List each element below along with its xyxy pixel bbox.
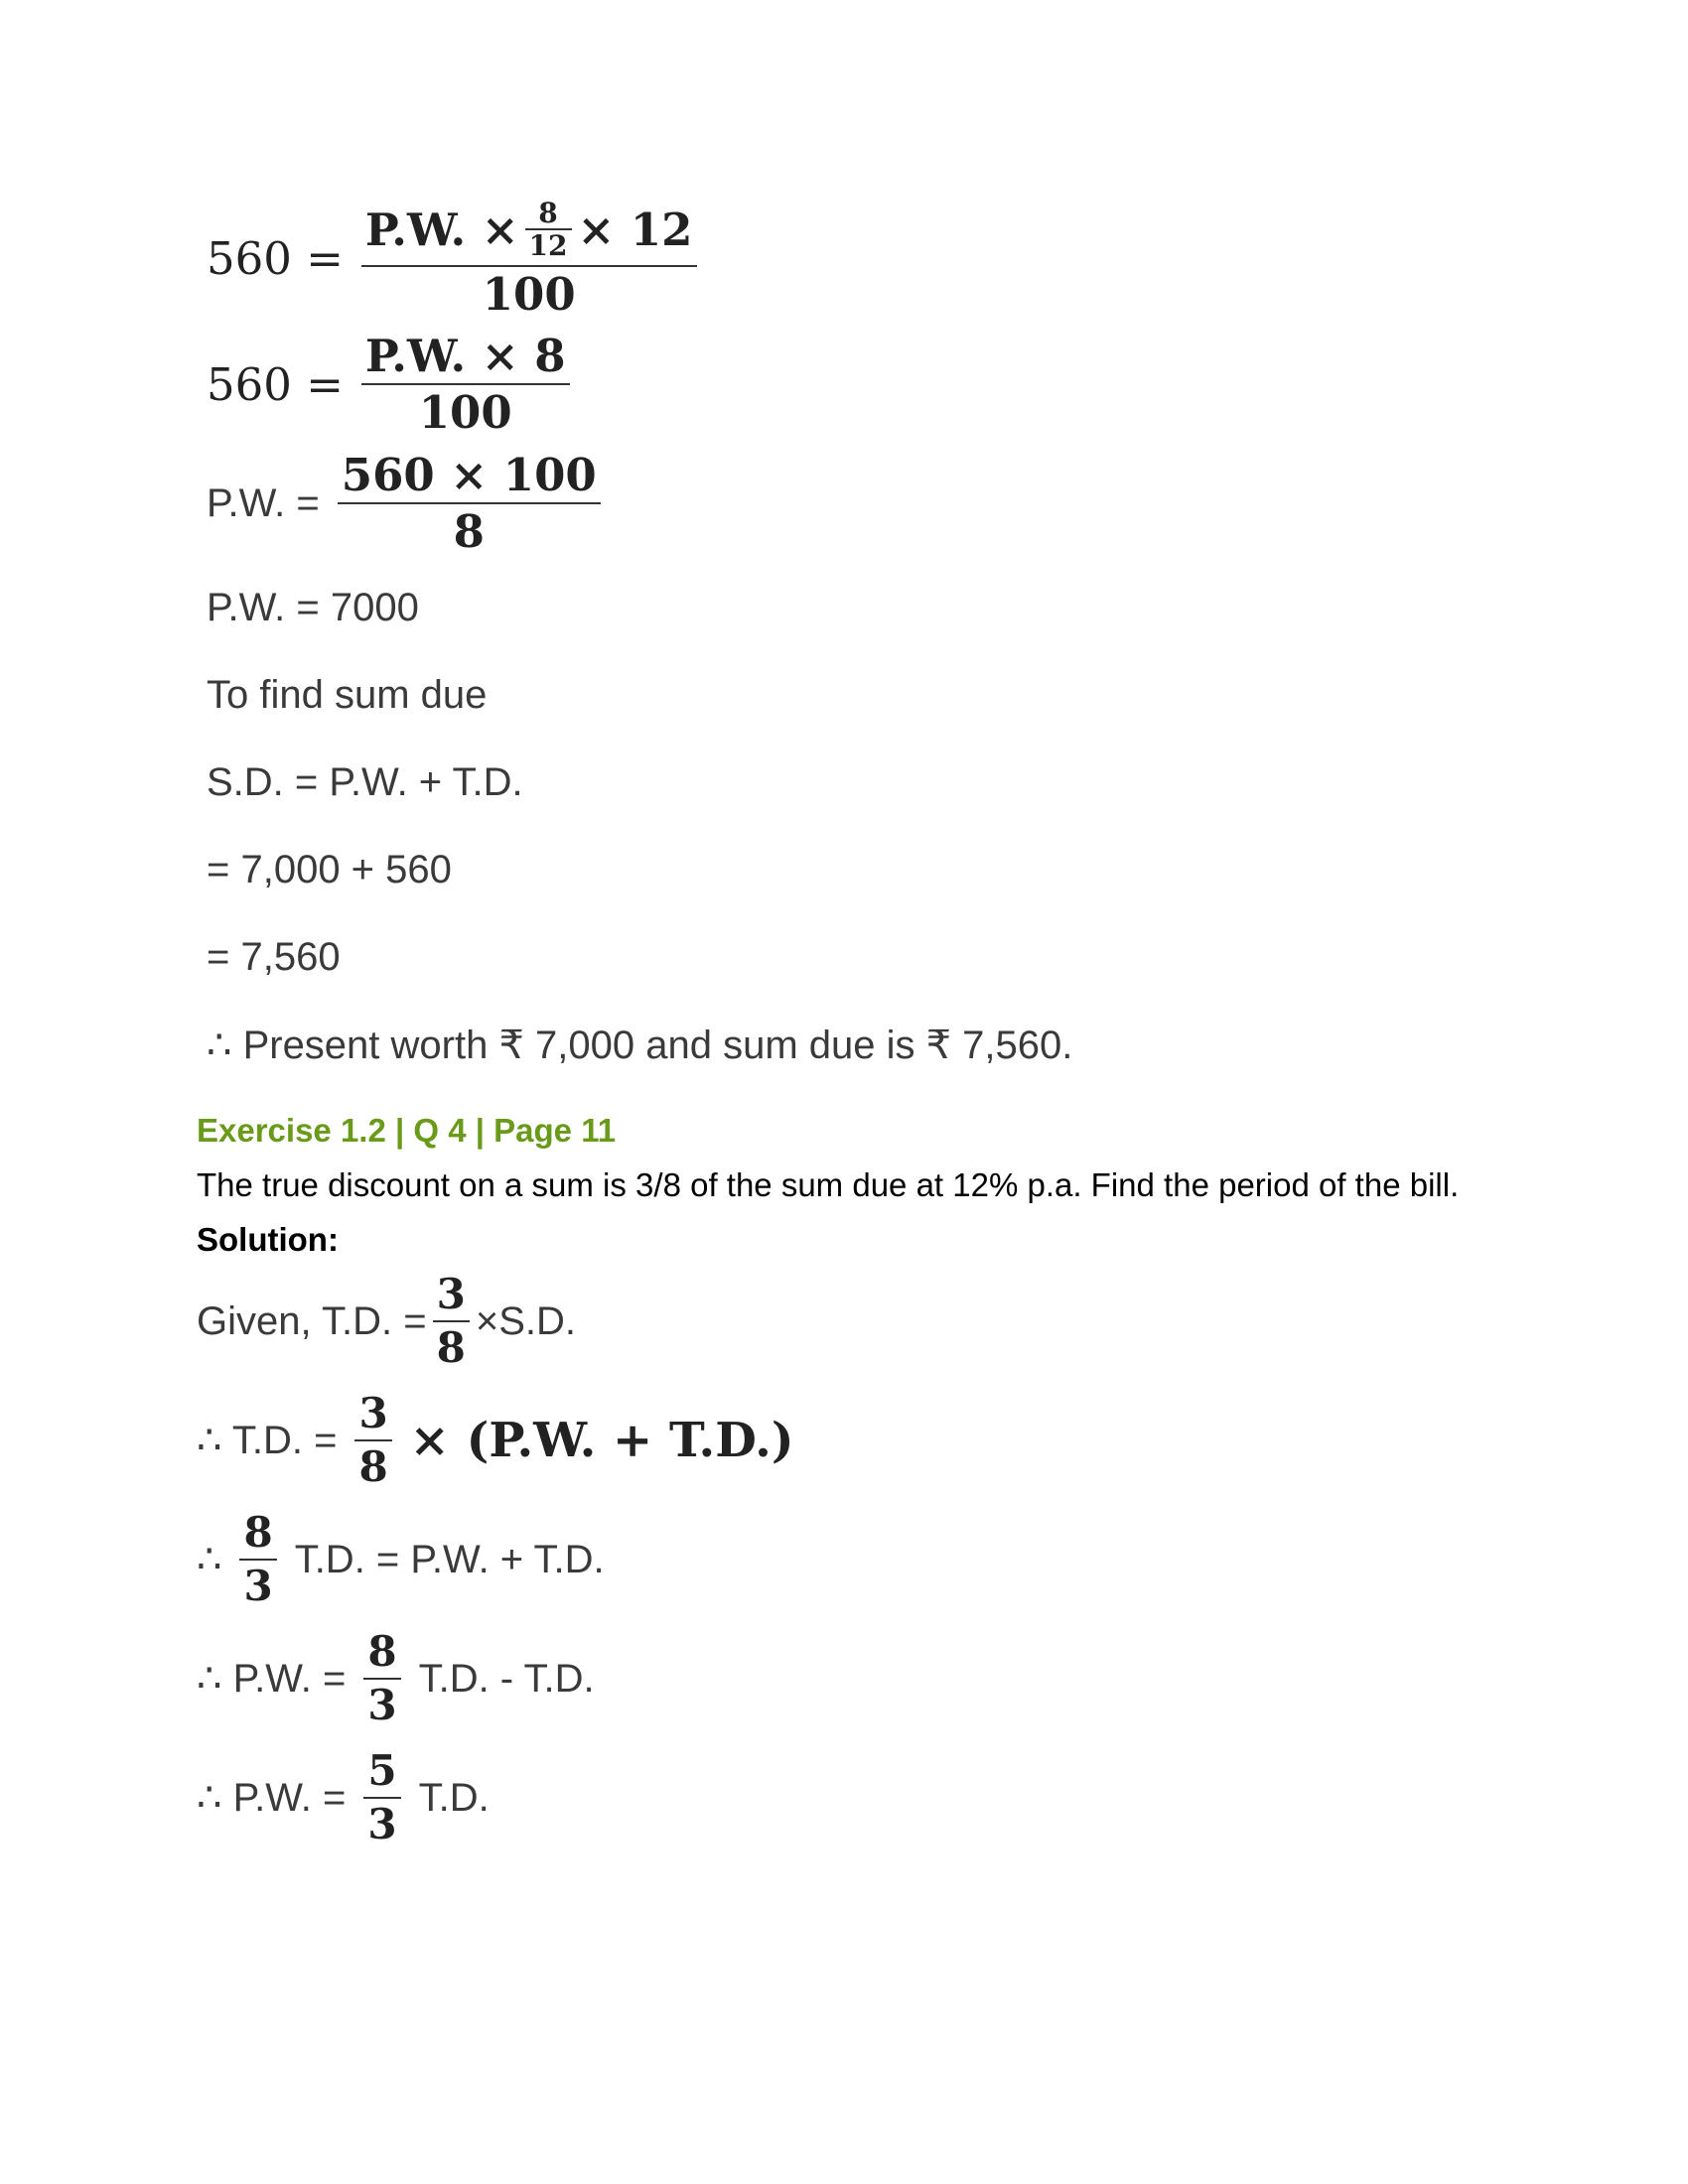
equation-1-numerator: [361, 199, 697, 265]
equation-1: [207, 197, 705, 321]
equation-1-fraction: [361, 197, 697, 321]
equation-3-fraction: [338, 449, 601, 559]
step-1-num: 3: [358, 1389, 388, 1437]
equation-1-lhs: 560 =: [207, 231, 344, 285]
line-sd: S.D. = P.W. + T.D.: [207, 760, 523, 804]
equation-2-fraction: [361, 330, 570, 440]
equation-1-num-b: × 12: [577, 203, 693, 256]
step-3-equation: [197, 1627, 595, 1730]
step-4-equation: [197, 1746, 490, 1849]
exercise-heading: Exercise 1.2 | Q 4 | Page 11: [197, 1112, 617, 1149]
equation-1-denominator: 100: [482, 267, 576, 321]
equation-3-numerator: 560 × 100: [341, 449, 597, 501]
small-fraction-num: 8: [538, 197, 558, 229]
step-3-fraction: [363, 1627, 400, 1730]
line-pw: P.W. = 7000: [207, 586, 419, 629]
question-text: The true discount on a sum is 3/8 of the sum due at 12% p.a. Find the period of the bill.: [197, 1166, 1460, 1203]
given-rhs: ×S.D.: [475, 1298, 576, 1343]
step-4-rhs: T.D.: [418, 1775, 490, 1820]
equation-2-lhs: 560 =: [207, 357, 344, 411]
step-4-fraction: [363, 1746, 400, 1849]
step-1-equation: [197, 1389, 794, 1492]
step-2-den: 3: [243, 1562, 273, 1611]
step-1-den: 8: [358, 1442, 388, 1492]
given-equation: [197, 1270, 576, 1373]
step-3-num: 8: [367, 1627, 397, 1676]
step-2-lhs: ∴: [197, 1538, 222, 1582]
step-3-rhs: T.D. - T.D.: [418, 1656, 595, 1701]
line-total: = 7,560: [207, 935, 341, 979]
step-2-rhs: T.D. = P.W. + T.D.: [294, 1537, 605, 1581]
small-fraction-den: 12: [528, 229, 568, 263]
equation-2: [207, 330, 578, 440]
equation-3: [207, 449, 609, 559]
equation-2-numerator: P.W. × 8: [364, 330, 566, 382]
step-1-rhs: × (P.W. + T.D.): [409, 1413, 794, 1469]
solution-label: Solution:: [197, 1221, 339, 1258]
step-2-fraction: [239, 1508, 276, 1611]
equation-3-denominator: 8: [453, 505, 485, 559]
given-num: 3: [436, 1270, 466, 1318]
step-2-num: 8: [243, 1508, 273, 1557]
equation-1-num-a: P.W. ×: [364, 203, 519, 256]
equation-2-denominator: 100: [418, 386, 512, 440]
step-3-den: 3: [367, 1681, 397, 1730]
step-4-den: 3: [367, 1800, 397, 1849]
step-1-fraction: [354, 1389, 391, 1492]
given-den: 8: [436, 1323, 466, 1373]
given-fraction: [433, 1270, 470, 1373]
line-conclusion: ∴ Present worth ₹ 7,000 and sum due is ₹ 7,560.: [207, 1024, 1073, 1067]
given-lhs: Given, T.D. =: [197, 1298, 427, 1343]
step-1-lhs: ∴ T.D. =: [197, 1419, 338, 1463]
step-4-lhs: ∴ P.W. =: [197, 1776, 347, 1821]
equation-3-lhs: P.W. =: [207, 480, 320, 525]
step-4-num: 5: [367, 1746, 397, 1795]
line-find: To find sum due: [207, 673, 488, 717]
step-2-equation: [197, 1508, 605, 1611]
step-3-lhs: ∴ P.W. =: [197, 1657, 347, 1702]
line-sum: = 7,000 + 560: [207, 848, 452, 891]
equation-1-small-fraction: [525, 199, 572, 261]
